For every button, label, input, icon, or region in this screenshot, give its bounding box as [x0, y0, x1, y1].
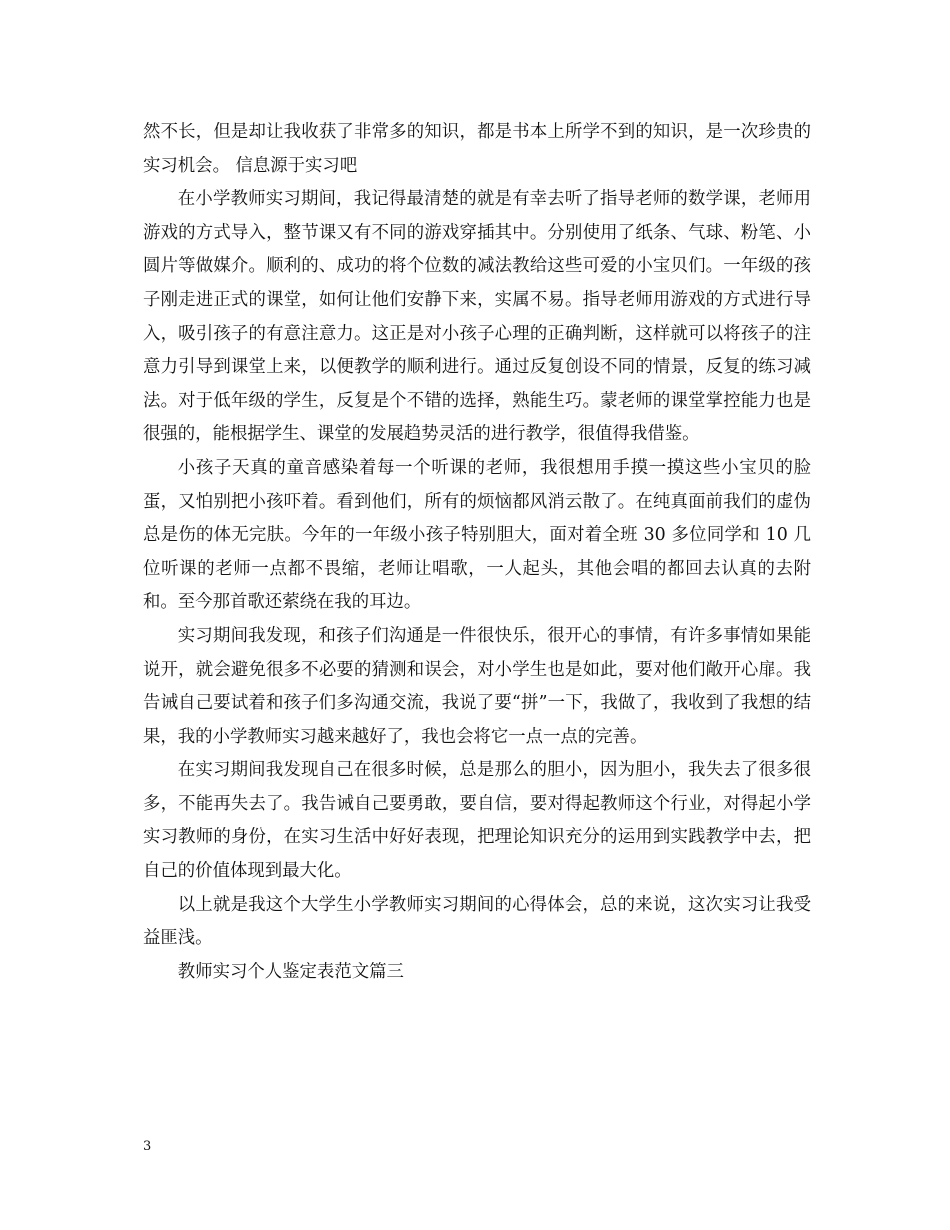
- paragraph-children-voices: 小孩子天真的童音感染着每一个听课的老师，我很想用手摸一摸这些小宝贝的脸蛋，又怕别把小孩吓着。看到他们，所有的烦恼都风消云散了。在纯真面前我们的虚伪总是伤的体无完肤。今年的一年级小孩子特别胆大，面对着全班 30 多位同学和 10 几位听课的老师一点都不畏缩，老师让唱歌，一人起头，其他会唱的都回去认真的去附和。至今那首歌还萦绕在我的耳边。: [143, 457, 811, 613]
- section-heading: 教师实习个人鉴定表范文篇三: [177, 961, 404, 982]
- paragraph-math-lesson: 在小学教师实习期间，我记得最清楚的就是有幸去听了指导老师的数学课，老师用游戏的方式导入，整节课又有不同的游戏穿插其中。分别使用了纸条、气球、粉笔、小圆片等做媒介。顺利的、成功的将个位数的减法教给这些可爱的小宝贝们。一年级的孩子刚走进正式的课堂，如何让他们安静下来，实属不易。指导老师用游戏的方式进行导入，吸引孩子的有意注意力。这正是对小孩子心理的正确判断，这样就可以将孩子的注意力引导到课堂上来，以便教学的顺利进行。通过反复创设不同的情景，反复的练习减法。对于低年级的学生，反复是个不错的选择，熟能生巧。蒙老师的课堂掌控能力也是很强的，能根据学生、课堂的发展趋势灵活的进行教学，很值得我借鉴。: [143, 189, 811, 445]
- paragraph-communication: 实习期间我发现，和孩子们沟通是一件很快乐，很开心的事情，有许多事情如果能说开，就会避免很多不必要的猜测和误会，对小学生也是如此，要对他们敞开心扉。我告诫自己要试着和孩子们多沟通交流，我说了要“拼”一下，我做了，我收到了我想的结果，我的小学教师实习越来越好了，我也会将它一点一点的完善。: [143, 625, 811, 747]
- page-number: 3: [143, 1139, 152, 1154]
- paragraph-courage: 在实习期间我发现自己在很多时候，总是那么的胆小，因为胆小，我失去了很多很多，不能再失去了。我告诫自己要勇敢，要自信，要对得起教师这个行业，对得起小学实习教师的身份，在实习生活中好好表现，把理论知识充分的运用到实践教学中去，把自己的价值体现到最大化。: [143, 760, 811, 882]
- paragraph-continuation: 然不长，但是却让我收获了非常多的知识，都是书本上所学不到的知识，是一次珍贵的实习机会。 信息源于实习吧: [143, 122, 811, 176]
- paragraph-conclusion: 以上就是我这个大学生小学教师实习期间的心得体会，总的来说，这次实习让我受益匪浅。: [143, 894, 811, 949]
- document-body: [143, 116, 811, 989]
